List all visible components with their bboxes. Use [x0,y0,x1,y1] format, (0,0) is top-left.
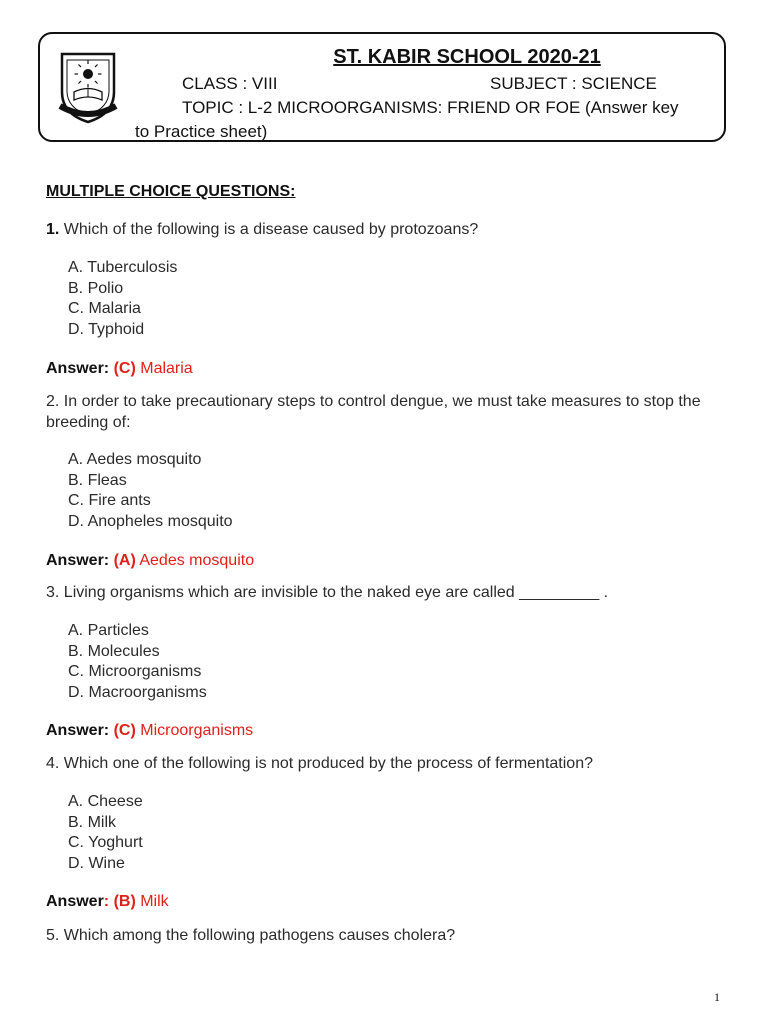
topic-label-continued: to Practice sheet) [135,122,268,141]
question-3 [46,582,716,603]
question-text: Which one of the following is not produced by the process of fermentation? [59,755,593,772]
answer-3 [46,722,253,740]
option-a: A. Cheese [68,793,143,810]
question-number: 2. [46,393,60,410]
options-list-4 [68,792,143,875]
section-title: MULTIPLE CHOICE QUESTIONS: [46,183,296,200]
answer-1 [46,360,193,378]
option-d: D. Anopheles mosquito [68,513,233,531]
answer-key: : (B) [103,893,136,910]
answer-text: Aedes mosquito [135,552,255,569]
question-text: In order to take precautionary steps to control dengue, we must take measures to stop the breeding of: [46,393,701,431]
topic-label: TOPIC : L-2 MICROORGANISMS: FRIEND OR FOE (Answer key [182,98,679,117]
answer-key: (C) [113,722,136,739]
answer-key: (A) [113,552,136,569]
answer-key: (C) [113,360,136,377]
option-d: D. Typhoid [68,321,145,339]
question-text: Which among the following pathogens causes cholera? [59,927,456,944]
option-a: A. Aedes mosquito [68,451,202,468]
answer-label: Answer: [46,722,114,739]
question-2 [46,391,716,433]
answer-label: Answer: [46,552,114,569]
question-number: 5. [46,927,60,944]
answer-2 [46,552,254,570]
option-c: C. Malaria [68,300,141,318]
header-box [38,32,726,142]
answer-text: Milk [135,893,169,910]
answer-4 [46,893,169,911]
option-b: B. Polio [68,279,124,297]
question-text: Which of the following is a disease caused by protozoans? [59,221,479,238]
option-c: C. Microorganisms [68,663,202,681]
question-number: 3. [46,584,60,601]
answer-label: Answer: [46,360,114,377]
school-title: ST. KABIR SCHOOL 2020-21 [333,46,601,68]
question-1 [46,219,716,240]
subject-label: SUBJECT : SCIENCE [490,74,657,93]
option-b: B. Molecules [68,642,160,660]
option-a: A. Particles [68,622,149,639]
option-d: D. Macroorganisms [68,684,207,702]
question-number: 4. [46,755,60,772]
question-5 [46,925,716,946]
option-c: C. Fire ants [68,492,151,510]
answer-text: Microorganisms [135,722,254,739]
answer-label: Answer [46,893,104,910]
options-list-1 [68,258,177,341]
page-number: 1 [714,990,720,1004]
question-4 [46,753,716,774]
option-d: D. Wine [68,855,125,873]
option-a: A. Tuberculosis [68,259,178,276]
question-number: 1. [46,221,60,238]
option-b: B. Milk [68,813,116,831]
class-label: CLASS : VIII [182,74,278,93]
option-b: B. Fleas [68,471,127,489]
options-list-2 [68,450,233,533]
option-c: C. Yoghurt [68,834,143,852]
answer-text: Malaria [135,360,193,377]
options-list-3 [68,621,207,704]
question-text: Living organisms which are invisible to the naked eye are called _________ . [59,584,609,601]
